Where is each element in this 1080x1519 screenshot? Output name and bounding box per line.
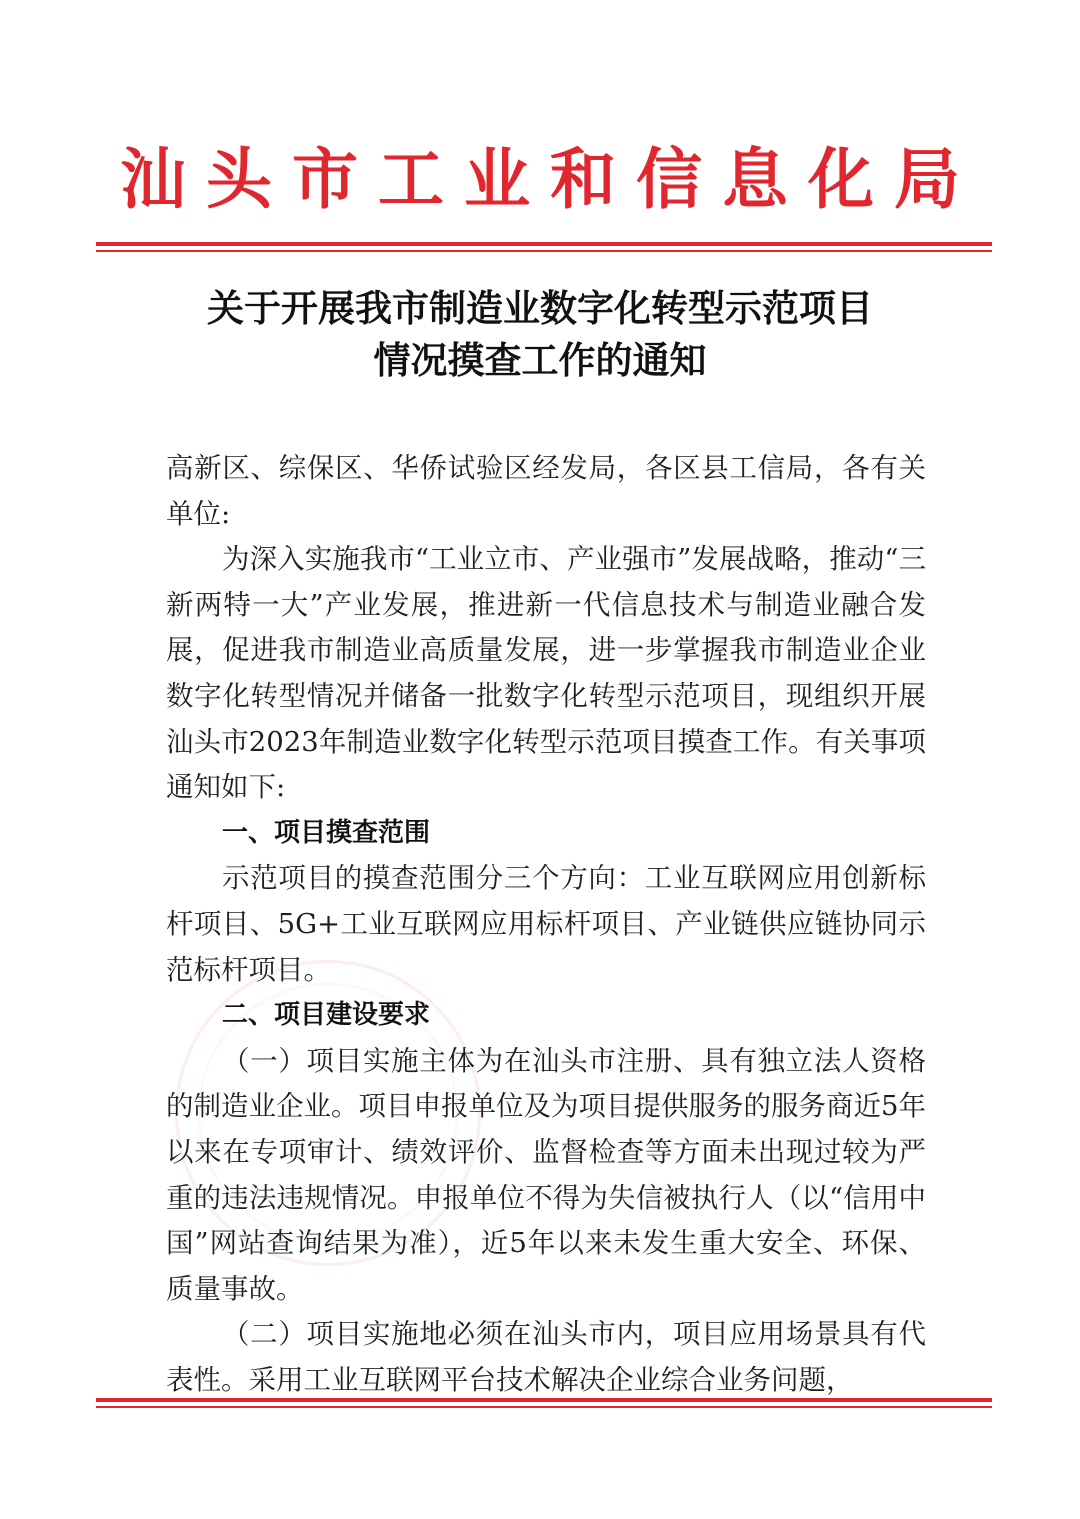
- document-body: [166, 446, 926, 1403]
- section-1-paragraph: 示范项目的摸查范围分三个方向：工业互联网应用创新标杆项目、5G+工业互联网应用标杆项目、产业链供应链协同示范标杆项目。: [166, 862, 926, 986]
- document-title: [120, 282, 960, 386]
- title-line-1: 关于开展我市制造业数字化转型示范项目: [207, 286, 873, 330]
- footer-divider: [96, 1398, 992, 1408]
- section-1-heading: 一、项目摸查范围: [222, 817, 431, 848]
- intro-paragraph: 为深入实施我市“工业立市、产业强市”发展战略，推动“三新两特一大”产业发展，推进新一代信息技术与制造业融合发展，促进我市制造业高质量发展，进一步掌握我市制造业企业数字化转型情况并储备一批数字化转型示范项目，现组织开展汕头市2023年制造业数字化转型示范项目摸查工作。有关事项通知如下:: [166, 543, 926, 804]
- section-2-item-1: （一）项目实施主体为在汕头市注册、具有独立法人资格的制造业企业。项目申报单位及为项目提供服务的服务商近5年以来在专项审计、绩效评价、监督检查等方面未出现过较为严重的违法违规情况。申报单位不得为失信被执行人（以“信用中国”网站查询结果为准），近5年以来未发生重大安全、环保、质量事故。: [166, 1044, 926, 1305]
- recipients-paragraph: 高新区、综保区、华侨试验区经发局，各区县工信局，各有关单位:: [166, 452, 926, 530]
- header-divider: [96, 242, 992, 252]
- section-2-item-2: （二）项目实施地必须在汕头市内，项目应用场景具有代表性。采用工业互联网平台技术解决企业综合业务问题，: [166, 1318, 926, 1396]
- organization-header: 汕头市工业和信息化局: [120, 140, 980, 218]
- section-2-heading: 二、项目建设要求: [222, 1000, 431, 1031]
- title-line-2: 情况摸查工作的通知: [373, 338, 707, 382]
